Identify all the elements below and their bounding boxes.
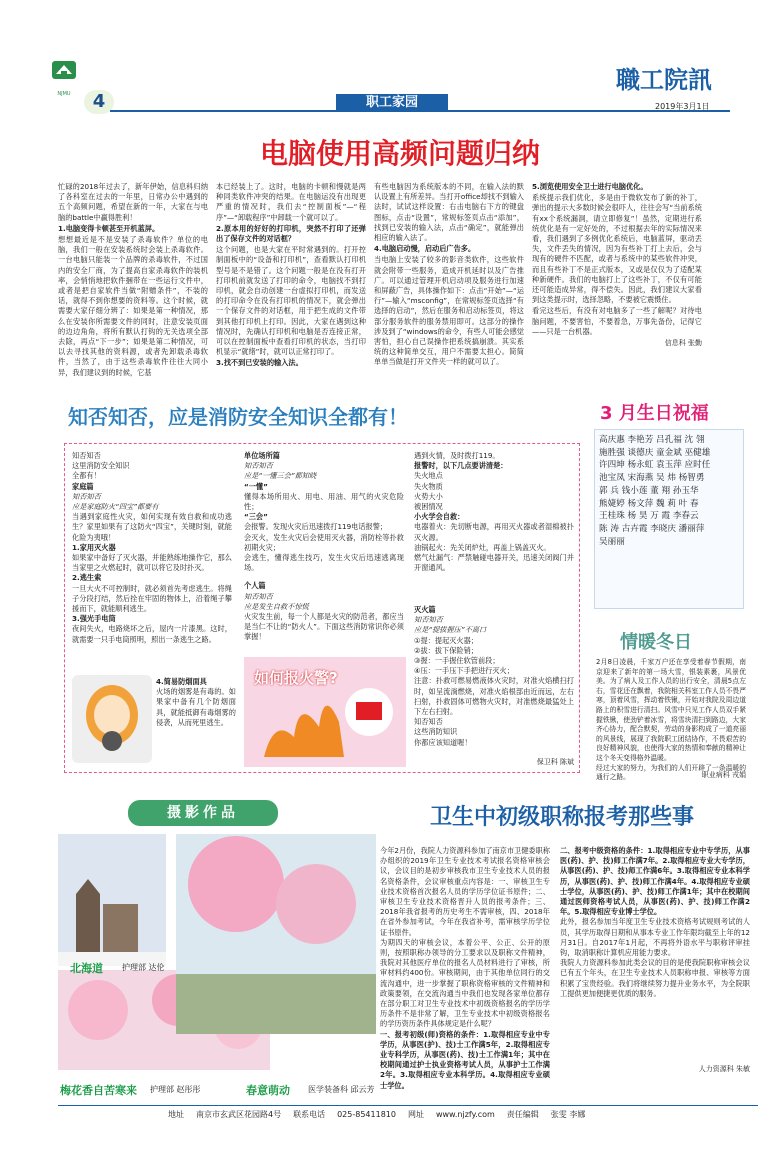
warm-winter-body: 2月8日凌晨，千家万户还在享受着春节假期，南京迎来了新年的第一场大雪，银装素裹，风景优美。为了病人及工作人员的出行安全，清晨5点左右，雪花还在飘着，我院相关科室工作人员不畏严寒，顶着风雪，挥动着铁锹，开始对我院及周边道路上的积雪进行清扫。风雪中只见工作人员双手紧握铁锹，使劲铲着冰雪，将雪块清扫到路边，大家齐心协力，配合默契，劳动的身影构成了一道亮丽的风景线，展现了我院职工团结协作，不畏艰苦的良好精神风貌，也使得大家的热情和奉献的精神让这个冬天变得格外温暖。: [596, 658, 746, 762]
person-subtitle: 知否知否: [244, 591, 273, 601]
warm-winter-section: [590, 628, 750, 798]
page-number: 4: [84, 90, 114, 114]
fire-col-3: [414, 451, 574, 601]
fire-intro-line: 全都有！: [72, 471, 101, 481]
birthday-row: 陈 涛 古卉霞 李晓庆 潘丽萍: [599, 523, 705, 534]
fire-col-3b: [414, 605, 574, 755]
birthday-row: 池宝凤 宋海燕 吴 炜 杨智勇: [599, 473, 705, 484]
person-heading: 个人篇: [244, 581, 266, 591]
photo-caption-1-author: 护理部 达伦: [122, 963, 165, 972]
self-rescue-subhead: 小火学会自救：: [414, 512, 465, 522]
article-col-1: [58, 182, 208, 382]
photo-caption-2-title: 梅花香自苦寒来: [60, 1084, 137, 1097]
footer-editors: 张雯 李娜: [550, 1110, 586, 1119]
unit-label: “一懂”: [244, 481, 268, 491]
article-col-2: [216, 182, 366, 382]
smoke-mask-image: [72, 675, 152, 763]
exam-title: 卫生中初级职称报考那些事: [430, 804, 695, 830]
fire-col-1b: [156, 677, 236, 773]
article-paragraph: 当电脑上安装了较多的影音类软件，这些软件就会附带一些服务，造成开机延时以及广告推广。可以通过管理开机启动项及服务进行加速和屏蔽广告，具体操作如下：点击“开始”—“运行”—输入“msconfig”，在常规标签页选择“有选择的启动”，然后在服务和启动标签页，将这部分服务软件的服务禁用即可。这部分的操作涉及到了“windows的命令，有些人可能会感觉害怕，担心自己误操作把系统搞崩溃。其实系统的这种简单交互，用户不需要太担心。简简单单当做是打开文件夹一样的就可以了。: [374, 255, 524, 367]
birthday-section: [590, 395, 750, 615]
birthday-box: [594, 429, 744, 609]
photo-caption-2-author: 护理部 赵彤彤: [150, 1085, 201, 1094]
exam-col-2: [560, 846, 750, 1056]
extinguish-step: ①提：提起灭火器；: [414, 635, 478, 645]
photo-caption-3-author: 医学装备科 邱云芳: [308, 1085, 375, 1094]
family-item-text: 夜间失火，电路烧坏之后，屋内一片漆黑。这时，就需要一只手电筒照明，照出一条逃生之路。: [72, 624, 232, 644]
birthday-row: 吴丽丽: [599, 536, 625, 547]
poster-text: 如何报火警?: [254, 669, 338, 687]
unit-text: 懂得本场所用火、用电、用油、用气的火灾危险性；: [244, 491, 404, 512]
family-item-2: 2.逃生索: [72, 573, 102, 583]
family-heading: 家庭篇: [72, 481, 94, 491]
photo-caption-3-title: 春意萌动: [246, 1084, 290, 1097]
photo-wall: [176, 834, 376, 1034]
birthday-row: 施胜强 谈德庆 童金斌 巫健雄: [599, 447, 711, 458]
footer-editor-label: 责任编辑: [506, 1110, 539, 1119]
birthday-title: 3 月生日祝福: [600, 403, 709, 424]
closing-line: 知否知否: [414, 717, 443, 727]
footer-phone-label: 联系电话: [293, 1110, 326, 1119]
unit-text: 会报警。发现火灾后迅速拨打119电话报警；: [244, 522, 388, 532]
article-paragraph: 本已经装上了。这时，电脑的卡顿和慢就是两种同类软件冲突的结果。在电脑运没有出现更严重的情况时，我们去“控制面板”—“程序”—“卸载程序”中卸载一个就可以了。: [216, 182, 366, 222]
photo-hokkaido: [58, 834, 166, 966]
fire-safety-section: [58, 395, 586, 780]
self-rescue-text: 燃气灶漏气：严禁触碰电器开关，迅速关闭阀门并开窗通风。: [414, 553, 574, 573]
family-item-text: 火场的烟雾是有毒的。如果家中备有几个防烟面具，就能抵御有毒烟雾的侵袭，从而死里逃生。: [156, 687, 236, 727]
fire-col-1: [72, 451, 232, 671]
birthday-row: 郭 兵 钱小莲 董 翔 孙玉华: [599, 485, 699, 496]
extinguish-step: ④压：一手压下手把进行灭火；: [414, 666, 514, 676]
family-item-4: 4.简易防烟面具: [156, 677, 207, 686]
person-text: 火灾发生前，每一个人都是火灾的防范者，都应当是当仁不让的“防火人”。下面这些消防常识你必须掌握！: [244, 612, 404, 642]
exam-paragraph: 我院人力资源科参加此类会议的目的是使我院职称审核会议已有五个年头，在卫生专业技术人员职称申报、审核等方面积累了宝贵经验。我们将继续努力提升业务水平，为全院职工提供更加便捷更优质的服务。: [560, 958, 750, 998]
family-item-3: 3.强光手电筒: [72, 614, 116, 624]
family-item-text: 一旦大火不可控制时，就必须首先考虑逃生。将绳子分段打结，然后拴在牢固的物体上，沿着绳子攀援而下，就能顺利逃生。: [72, 583, 232, 614]
extinguish-subtitle: 知否知否: [414, 615, 443, 625]
report-item: 失火地点: [414, 471, 443, 481]
exam-paragraph: 为期四天的审核会议，本着公平、公正、公开的原则，按照职称办领导的分工要求以及职称文件精神，我院对其他医疗单位的报名人员材料进行了审核，所审材料约400份。审核期间，由于其他单位同行的交流沟通中，进一步掌握了职称资格审核的文件精神和政策要领，在交流沟通当中我们也发现各家单位都存在部分职工对卫生专业技术中初级资格报名的学历学历条件不是非常了解，卫生专业技术中初级资格报名的学历资历条件具体规定是什么呢？: [380, 937, 550, 1029]
article-paragraph: 系统提示我们优化，多是由于微软发布了新的补丁，弹出的提示大多数时候会很吓人，往往会写“当前系统有xx个系统漏洞，请立即修复”！虽然，定期进行系统优化是有一定好处的，不过根据去年的实际情况来看，我们遇到了多例优化系统后，电脑蓝屏，驱动丢失，文件丢失的情况，因为有些补丁打上去后，会与现有的硬件不匹配，或者与系统中的某些软件冲突，而且有些补丁不是正式版本，又或是仅仅为了适配某种新硬件。我们的电脑打上了这些补丁，不仅有可能还可能造成异常，得不偿失。因此，我们建议大家看到这类提示时，选择忽略，不要被它震慑住。: [532, 193, 702, 305]
extinguish-step: ②拔：拔下保险销；: [414, 645, 478, 655]
family-text: 当遇到家庭性火灾，如何实现有效自救和成功逃生？家里如果有了这防火“四宝”，关键时刻，就能化险为夷哦！: [72, 512, 232, 542]
birthday-row: 熊婕婷 杨文萍 魏 莉 叶 春: [599, 498, 699, 509]
footer-web[interactable]: www.njzfy.com: [435, 1110, 495, 1119]
person-subtitle: 应是发生自救不惊慌: [244, 601, 309, 611]
photo-caption-1-title: 北海道: [70, 962, 103, 975]
masthead: 職工院訊: [616, 65, 712, 94]
closing-line: 这些消防知识: [414, 727, 458, 737]
extinguish-step: ③握：一手握住软管前段；: [414, 656, 500, 666]
fire-poster-image: [244, 657, 406, 767]
extinguish-heading: 灭火篇: [414, 605, 436, 614]
self-rescue-text: 油锅起火：先关闭炉灶，再盖上锅盖灭火。: [414, 542, 551, 552]
exam-paragraph: 今年2月份，我院人力资源科参加了南京市卫健委职称办组织的2019年卫生专业技术考试报名资格审核会议，会议目的是初步审核我市卫生专业技术人员的报名资格条件，会议审核重点内容是：一、审核卫生专业技术资格首次报名人员的学历学位证书原件；二、审核卫生专业技术资格晋升人员的报考条件；三、2018年我省报考的历史考生不需审核，四、2018年在省外参加考试，今年在我省补考，需审核学历学位证书原件。: [380, 846, 550, 937]
fire-title: 知否知否，应是消防安全知识全都有！: [68, 405, 408, 429]
unit-text: 会逃生，懂得逃生技巧，发生火灾后迅速逃离现场。: [244, 553, 404, 573]
article-paragraph: 这个问题，也是大家在平时常遇到的。打开控制面板中的“设备和打印机”，查看默认打印机型号是不是错了。这个问题一般是在没有打开打印机前就发送了打印的命令，电脑找不到打印机，就会自动创建一台虚拟打印机，而发送的打印命令在没有打印机的情况下，就会弹出一个保存文件的对话框，用于把生成的文件带到其他打印机上打印。因此，大家在遇到这种情况时，先确认打印机和电脑是否连接正常，可以在控制面板中查看打印机的状态，当打印机显示“就绪”时，就可以正常打印了。: [216, 245, 366, 357]
footer-web-label: 网址: [407, 1110, 424, 1119]
birthday-row: 王桂珠 杨 昊 万 霞 李春云: [599, 511, 699, 522]
fire-intro-line: 知否知否: [72, 451, 101, 460]
article-subhead-1: 1.电脑变得卡顿甚至开机蓝屏。: [58, 223, 160, 233]
photo-banner: 摄影作品: [128, 800, 278, 826]
article-col-3: [374, 182, 524, 382]
unit-heading: 单位场所篇: [244, 451, 280, 460]
family-item-1: 1.家用灭火器: [72, 542, 116, 552]
unit-text: 会灭火，发生火灾后会使用灭火器，消防栓等扑救初期火灾；: [244, 532, 404, 552]
extinguish-text: 注意：扑救可燃易燃液体火灾时，对准火焰横扫打时，如呈流淌燃烧，对准火焰根部由近而远，左右扫射，扑救固体可燃物火灾时，对准燃烧最猛处上下左右扫射。: [414, 676, 574, 717]
fire-col-2: [244, 451, 404, 651]
self-rescue-text: 电器着火：先切断电源，再用灭火器或者湿棉被扑灭火源。: [414, 522, 574, 542]
exam-paragraph: 此外，报名参加当年度卫生专业技术资格考试规则考试的人员，其学历取得日期和从事本专业工作年限均截至上年的12月31日。自2017年1月起，不再将外语水平与职称评审挂钩，取消职称计算机应用能力要求。: [560, 917, 750, 958]
article-subhead-4: 4.电脑启动慢，启动后广告多。: [374, 244, 476, 254]
issue-date: 2019年3月1日: [655, 102, 710, 111]
exam-author: 人力资源科 朱敏: [698, 1065, 750, 1073]
unit-label: “三会”: [244, 512, 268, 522]
unit-subtitle: 应是“一懂三会”都知晓: [244, 471, 317, 481]
closing-line: 你都应该知道喔！: [414, 737, 472, 747]
report-item: 被困情况: [414, 502, 443, 512]
article-col-4: [532, 182, 702, 382]
article-subhead-2: 2.原本用的好好的打印机，突然不打印了还弹出了保存文件的对话框？: [216, 223, 366, 244]
fire-author: 保卫科 陈斌: [536, 758, 574, 766]
footer-address-label: 地址: [168, 1110, 184, 1119]
family-subtitle: 应是家庭防火“四宝”都要有: [72, 502, 159, 512]
article-subhead-3: 3.找不到已安装的输入法。: [216, 358, 303, 368]
header: [0, 0, 780, 112]
exam-subhead-1: 一、报考初级(师)资格的条件：1.取得相应专业中专学历，从事医(护)、技)士工作满5年，2.取得相应专业专科学历，从事医(药)、技)士工作满1年；其中在校期间通过护士执业资格考试人员，从事护士工作满2年。3.取得相应专业本科学历。4.取得相应专业硕士学位。: [380, 1029, 550, 1090]
unit-subtitle: 知否知否: [244, 461, 273, 471]
exam-col-1: [380, 846, 550, 1090]
article-closing: 看完这些后，有没有对电脑多了一些了解呢？对待电脑问题，不要害怕，不要着急，万事先备份，记得它——只是一台机器。: [532, 306, 702, 336]
footer-phone: 025-85411810: [337, 1110, 396, 1119]
warm-winter-title: 情暖冬日: [620, 632, 692, 653]
family-subtitle: 知否知否: [72, 491, 101, 501]
article-author: 信息科 张勤: [664, 339, 702, 348]
exam-subhead-2: 二、报考中级资格的条件：1.取得相应专业中专学历，从事医(药)、护、技)师工作满7年。2.取得相应专业大专学历，从事医(药)、护、技)师工作满6年。3.取得相应专业本科学历，从事医(药)、护、技)师工作满4年。4.取得相应专业硕士学位，从事医(药)、护、技)师工作满1年；其中在校期间通过医师资格考试人员，从事医(药)、护、技)师工作满2年。5.取得相应专业博士学位。: [560, 846, 750, 917]
family-item-text: 如果家中备好了灭火器，并能熟练地操作它，那么当家里之火燃起时，就可以将它及时扑灭。: [72, 553, 232, 573]
birthday-row: 高庆惠 李艳芳 吕孔福 沈 翎: [599, 435, 705, 445]
extinguish-subtitle: 应是“提拔握压”不离口: [414, 625, 487, 635]
article-intro: 忙碌的2018年过去了，新年伊始，信息科归纳了各科室在过去的一年里，日常办公中遇到的五个高频问题，希望在新的一年，大家在与电脑的battle中赢得胜利！: [58, 182, 208, 222]
logo: NJMU: [48, 57, 80, 87]
main-article-title: 电脑使用高频问题归纳: [259, 137, 540, 170]
report-item: 失火物质: [414, 481, 443, 491]
report-item: 火势大小: [414, 491, 443, 501]
report-text: 遇到火情，及时拨打119。: [414, 451, 500, 460]
footer-address: 南京市玄武区花园路4号: [196, 1110, 282, 1119]
section-title: 职工家园: [336, 94, 448, 112]
warm-winter-author: 职业病科 戎娟: [701, 771, 746, 779]
article-paragraph: 想想最近是不是安装了杀毒软件？单位的电脑，我们一般在安装系统时会装上杀毒软件。一台电脑只能装一个品牌的杀毒软件，不过国内的安全厂商，为了提高自家杀毒软件的装机率，会悄悄地把软件捆带在一些运行文件中，或者是把自家软件当做“附赠条件”，不装的话，就得不到你想要的资料等。这个时候，就需要大家仔细分辨了：如果是第一种情况，那么在安装你所需要文件的同时，注意安装页面的边边角角，将所有默认打钩的无关选项全部去除，再点“下一步”；如果是第二种情况，可以去寻找其他的资料源，或者先卸载杀毒软件，当然了，由于这些杀毒软件往往大同小异，我们建议到的时候，它基: [58, 235, 208, 377]
article-subhead-5: 5.浏览使用安全卫士进行电脑优化。: [532, 182, 648, 191]
report-subhead: 报警时，以下几点要讲清楚：: [414, 461, 508, 471]
footer: [58, 1105, 758, 1123]
warm-winter-closing: 经过大家的努力，为我们的人们开辟了一条温暖的通行之路。: [596, 763, 746, 782]
article-paragraph: 有些电脑因为系统版本的不同，在输入法的默认设置上有所差异。当打开office却找不到输入法时，试试这样设置：右击电脑右下方的键盘图标，点击“设置”，常规标签页点击“添加”，找到已安装的输入法，点击“确定”，就能弹出相应的输入法了。: [374, 182, 524, 243]
fire-intro-line: 这里消防安全知识: [72, 461, 130, 471]
birthday-row: 许四坤 杨永虹 袁玉萍 应时任: [599, 460, 711, 471]
